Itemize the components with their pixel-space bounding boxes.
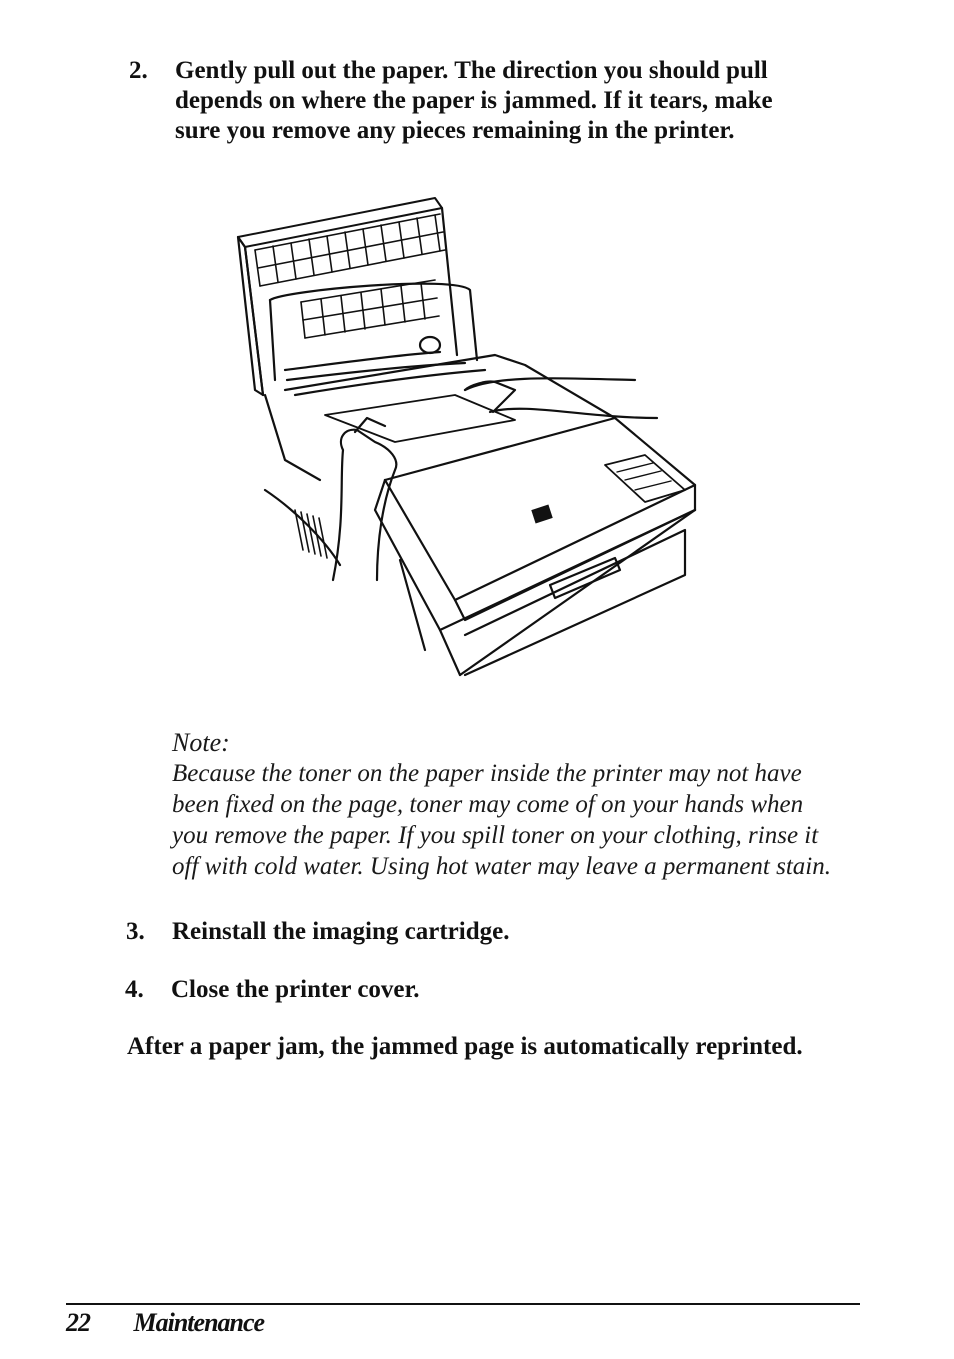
note-block bbox=[172, 728, 872, 882]
note-line: Because the toner on the paper inside the printer may not have bbox=[172, 760, 802, 787]
step-text: Reinstall the imaging cartridge. bbox=[172, 918, 510, 945]
note-line: you remove the paper. If you spill toner on your clothing, rinse it bbox=[172, 822, 819, 849]
step-text-line: sure you remove any pieces remaining in the printer. bbox=[175, 117, 735, 144]
footer-rule bbox=[66, 1303, 860, 1305]
step-text: Close the printer cover. bbox=[171, 976, 420, 1003]
step-number: 4. bbox=[125, 976, 144, 1003]
printer-paper-jam-illustration bbox=[225, 180, 705, 680]
step-text-line: Gently pull out the paper. The direction you should pull bbox=[175, 57, 768, 84]
closing-paragraph: After a paper jam, the jammed page is automatically reprinted. bbox=[127, 1033, 803, 1060]
step-number: 2. bbox=[129, 57, 148, 84]
step-text bbox=[175, 56, 773, 146]
note-title: Note: bbox=[172, 728, 230, 757]
section-title: Maintenance bbox=[133, 1308, 265, 1337]
note-line: been fixed on the page, toner may come of on your hands when bbox=[172, 791, 804, 818]
page-number: 22 bbox=[66, 1308, 90, 1337]
note-line: off with cold water. Using hot water may leave a permanent stain. bbox=[172, 853, 831, 880]
step-number: 3. bbox=[126, 918, 145, 945]
page-footer bbox=[66, 1308, 264, 1338]
step-text-line: depends on where the paper is jammed. If it tears, make bbox=[175, 87, 773, 114]
